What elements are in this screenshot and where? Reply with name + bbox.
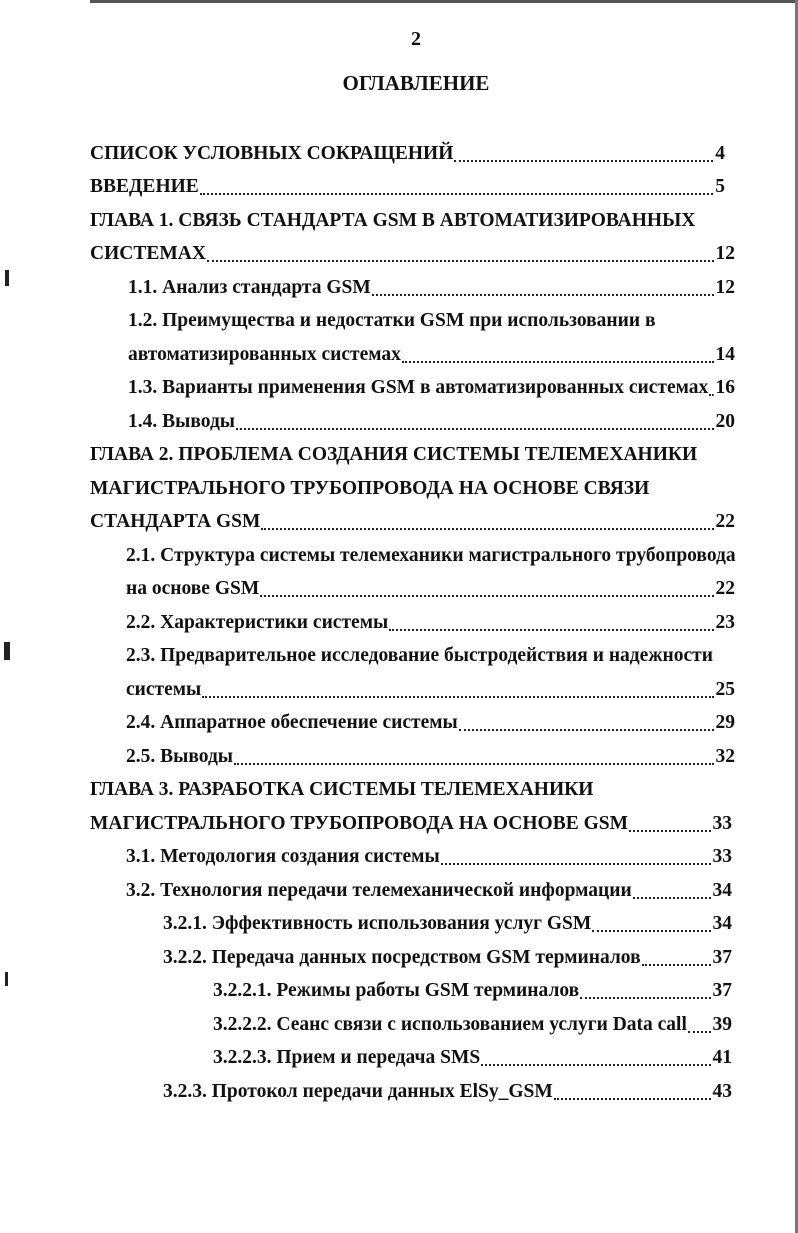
- toc-leader: [688, 1017, 711, 1033]
- toc-leader: [441, 849, 711, 865]
- toc-entry-title: 3.2. Технология передачи телемеханической информации: [126, 879, 632, 901]
- toc-leader: [642, 950, 711, 966]
- toc-entry[interactable]: [0, 669, 798, 703]
- toc-entry-page: 12: [715, 243, 735, 264]
- toc-entry-title: на основе GSM: [126, 578, 260, 599]
- toc-entry-title: 2.3. Предварительное исследование быстродействия и надежности: [126, 645, 713, 666]
- toc-entry-page: 41: [712, 1047, 732, 1068]
- toc-leader: [454, 146, 713, 162]
- toc-entry-title: СПИСОК УСЛОВНЫХ СОКРАЩЕНИЙ: [90, 142, 454, 164]
- toc-entry[interactable]: [0, 468, 798, 502]
- toc-entry[interactable]: [0, 535, 798, 569]
- toc-leader: [459, 715, 714, 731]
- toc-entry-page: 5: [715, 176, 725, 197]
- toc-entry-page: 33: [712, 812, 732, 834]
- scan-edge-top: [90, 0, 798, 3]
- toc-entry-title: 3.2.1. Эффективность использования услуг GSM: [163, 913, 592, 934]
- toc-entry-page: 39: [712, 1013, 732, 1035]
- toc-leader: [481, 1050, 710, 1066]
- toc-leader: [202, 682, 713, 698]
- toc-entry-title: ГЛАВА 1. СВЯЗЬ СТАНДАРТА GSM В АВТОМАТИЗИРОВАННЫХ: [90, 209, 696, 231]
- toc-entry[interactable]: [0, 736, 798, 770]
- toc-entry-page: 37: [712, 946, 732, 968]
- toc-entry-page: 43: [712, 1080, 732, 1102]
- toc-entry[interactable]: [0, 167, 798, 201]
- toc-leader: [234, 749, 713, 765]
- toc-entry-title: 1.4. Выводы: [128, 410, 236, 432]
- toc-entry[interactable]: [0, 971, 798, 1005]
- page-title: ОГЛАВЛЕНИЕ: [342, 71, 490, 95]
- toc-entry-page: 12: [715, 276, 735, 298]
- toc-entry[interactable]: [0, 234, 798, 268]
- toc-entry[interactable]: [0, 937, 798, 971]
- toc-entry[interactable]: [0, 870, 798, 904]
- toc-entry[interactable]: [0, 1038, 798, 1072]
- toc-leader: [260, 581, 713, 597]
- toc-entry-title: 1.2. Преимущества и недостатки GSM при использовании в: [128, 310, 656, 331]
- toc-entry[interactable]: [0, 200, 798, 234]
- toc-entry-title: 1.3. Варианты применения GSM в автоматизированных системах: [128, 377, 709, 398]
- toc-entry-page: 37: [712, 980, 732, 1001]
- toc-entry[interactable]: [0, 904, 798, 938]
- toc-entry-page: 20: [715, 410, 735, 432]
- toc-entry[interactable]: [0, 133, 798, 167]
- toc-entry-title: ВВЕДЕНИЕ: [90, 176, 199, 197]
- toc-entry-title: 1.1. Анализ стандарта GSM: [128, 276, 371, 298]
- toc-entry[interactable]: [0, 1004, 798, 1038]
- toc-entry-page: 22: [715, 578, 735, 599]
- toc-entry-title: ГЛАВА 3. РАЗРАБОТКА СИСТЕМЫ ТЕЛЕМЕХАНИКИ: [90, 779, 594, 800]
- toc-entry[interactable]: [0, 636, 798, 670]
- toc-entry[interactable]: [0, 703, 798, 737]
- toc-entry-title: МАГИСТРАЛЬНОГО ТРУБОПРОВОДА НА ОСНОВЕ GSM: [90, 812, 629, 834]
- toc-entry[interactable]: [0, 502, 798, 536]
- toc-entry-title: 3.2.2.2. Сеанс связи с использованием услуги Data call: [213, 1013, 687, 1035]
- toc-leader: [633, 883, 711, 899]
- toc-leader: [261, 514, 713, 530]
- toc-entry[interactable]: [0, 301, 798, 335]
- toc-entry-title: 3.2.2. Передача данных посредством GSM терминалов: [163, 946, 641, 968]
- toc-entry[interactable]: [0, 435, 798, 469]
- toc-entry-page: 32: [715, 745, 735, 767]
- toc-entry-title: 3.2.3. Протокол передачи данных ElSy_GSM: [163, 1080, 553, 1102]
- toc-entry-title: ГЛАВА 2. ПРОБЛЕМА СОЗДАНИЯ СИСТЕМЫ ТЕЛЕМЕХАНИКИ: [90, 444, 698, 465]
- toc-leader: [200, 179, 713, 195]
- toc-entry-title: СИСТЕМАХ: [90, 243, 206, 264]
- toc-entry-page: 4: [715, 142, 725, 164]
- toc-leader: [372, 280, 714, 296]
- toc-leader: [207, 246, 714, 262]
- toc-entry[interactable]: [0, 401, 798, 435]
- toc-entry[interactable]: [0, 267, 798, 301]
- toc-leader: [402, 347, 714, 363]
- toc-entry-page: 22: [715, 511, 735, 532]
- toc-leader: [236, 414, 713, 430]
- page-number: 2: [411, 28, 421, 50]
- toc-entry-title: 2.5. Выводы: [126, 745, 234, 767]
- toc-leader: [629, 816, 710, 832]
- toc-entry-page: 25: [715, 678, 735, 700]
- toc-entry-title: 2.1. Структура системы телемеханики магистрального трубопровода: [126, 544, 736, 566]
- toc-entry-page: 14: [715, 343, 735, 365]
- toc-entry[interactable]: [0, 770, 798, 804]
- toc-leader: [389, 615, 713, 631]
- toc-leader: [554, 1084, 711, 1100]
- toc-entry[interactable]: [0, 1071, 798, 1105]
- toc-entry[interactable]: [0, 602, 798, 636]
- toc-entry-page: 34: [712, 879, 732, 901]
- toc-leader: [580, 983, 710, 999]
- toc-leader: [592, 916, 710, 932]
- toc-entry-page: 33: [712, 846, 732, 867]
- toc-entry[interactable]: [0, 368, 798, 402]
- toc-entry[interactable]: [0, 837, 798, 871]
- toc-entry-title: СТАНДАРТА GSM: [90, 511, 261, 532]
- toc-leader: [709, 380, 713, 396]
- toc-entry-page: 29: [715, 712, 735, 733]
- toc-entry-title: автоматизированных системах: [128, 343, 401, 365]
- toc-entry-page: 16: [715, 377, 735, 398]
- toc-entry-title: 2.2. Характеристики системы: [126, 611, 389, 633]
- toc-entry-title: МАГИСТРАЛЬНОГО ТРУБОПРОВОДА НА ОСНОВЕ СВЯЗИ: [90, 477, 650, 499]
- toc-entry-page: 34: [712, 913, 732, 934]
- toc-entry-title: 2.4. Аппаратное обеспечение системы: [126, 712, 458, 733]
- toc-entry[interactable]: [0, 569, 798, 603]
- table-of-contents: [0, 133, 798, 1105]
- toc-entry-title: 3.1. Методология создания системы: [126, 846, 440, 867]
- toc-entry-title: 3.2.2.1. Режимы работы GSM терминалов: [213, 980, 580, 1001]
- toc-entry-title: системы: [126, 678, 202, 700]
- toc-entry[interactable]: [0, 803, 798, 837]
- toc-entry[interactable]: [0, 334, 798, 368]
- toc-entry-title: 3.2.2.3. Прием и передача SMS: [213, 1047, 481, 1068]
- toc-entry-page: 23: [715, 611, 735, 633]
